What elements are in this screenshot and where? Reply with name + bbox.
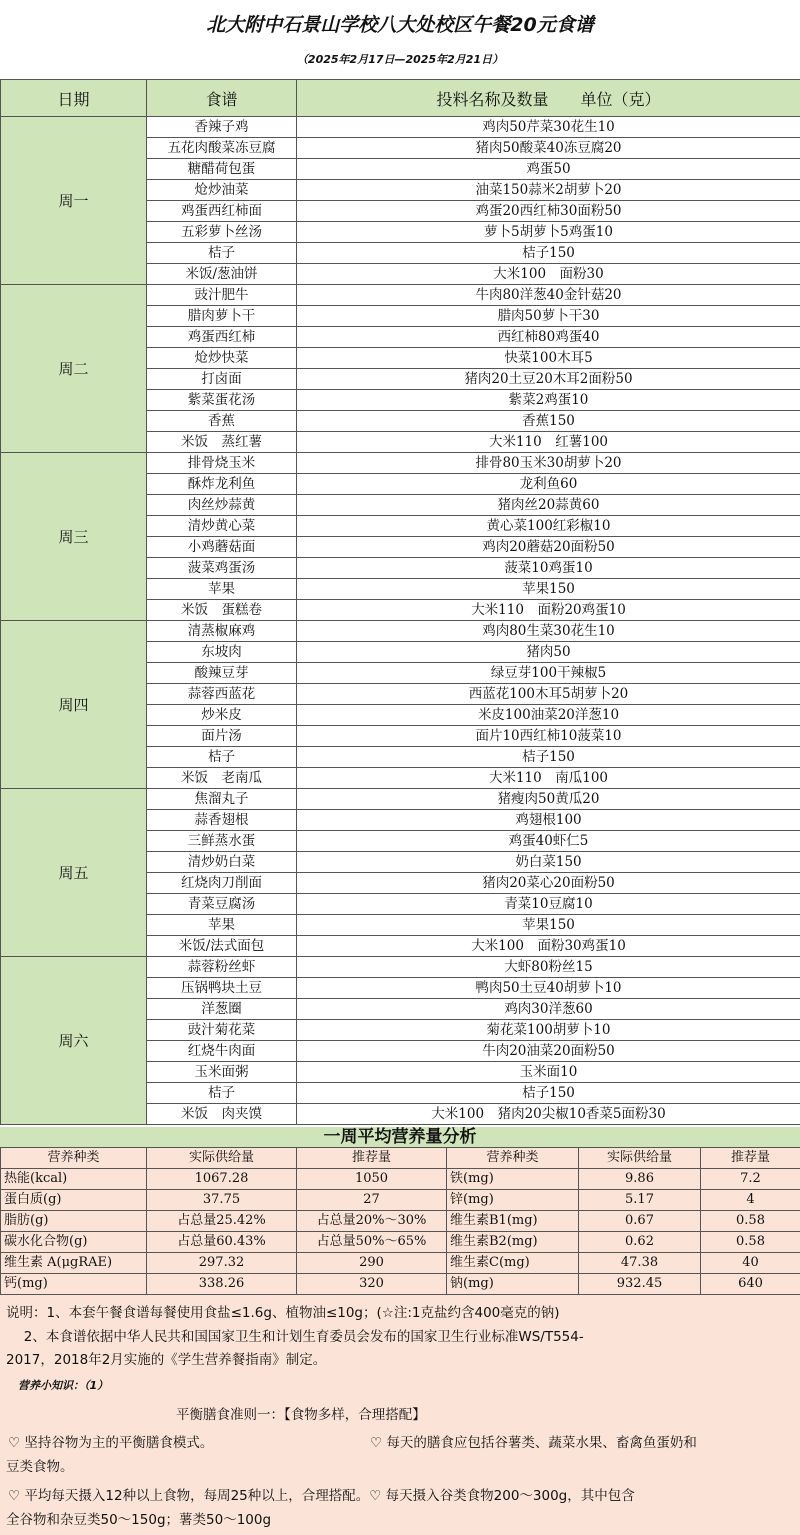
nutrition-cell: 维生素B1(mg): [447, 1211, 579, 1232]
dish-cell: 米饭 蛋糕卷: [147, 600, 297, 621]
dish-cell: 酸辣豆芽: [147, 663, 297, 684]
ingredients-cell: 牛肉80洋葱40金针菇20: [297, 285, 800, 306]
ingredients-cell: 鸡肉20蘑菇20面粉50: [297, 537, 800, 558]
nutrition-header-cell: 实际供给量: [579, 1148, 701, 1169]
dish-cell: 东坡肉: [147, 642, 297, 663]
nutrition-cell: 0.67: [579, 1211, 701, 1232]
day-cell: 周六: [1, 957, 147, 1125]
dish-cell: 面片汤: [147, 726, 297, 747]
nutrition-row: [1, 1211, 800, 1232]
ingredients-cell: 猪肉丝20蒜黄60: [297, 495, 800, 516]
nutrition-cell: 1067.28: [147, 1169, 297, 1190]
tip-item-3: ♡ 平均每天摄入12种以上食物，每周25种以上，合理搭配。♡ 每天摄入谷类食物200～300g，其中包含: [8, 1488, 635, 1504]
nutrition-cell: 0.58: [701, 1211, 800, 1232]
nutrition-header-cell: 推荐量: [297, 1148, 447, 1169]
dish-cell: 红烧肉刀削面: [147, 873, 297, 894]
nutrition-cell: 0.62: [579, 1232, 701, 1253]
ingredients-cell: 桔子150: [297, 243, 800, 264]
day-cell: 周四: [1, 621, 147, 789]
nutrition-header-row: [1, 1148, 800, 1169]
dish-cell: 米饭/法式面包: [147, 936, 297, 957]
tip-item-1: ♡ 坚持谷物为主的平衡膳食模式。: [8, 1435, 214, 1451]
dish-cell: 苹果: [147, 579, 297, 600]
nutrition-row: [1, 1190, 800, 1211]
ingredients-cell: 西蓝花100木耳5胡萝卜20: [297, 684, 800, 705]
header-date: 日期: [1, 80, 147, 117]
nutrition-row: [1, 1232, 800, 1253]
ingredients-cell: 大米100 面粉30: [297, 264, 800, 285]
ingredients-cell: 苹果150: [297, 915, 800, 936]
dish-cell: 桔子: [147, 1083, 297, 1104]
nutrition-title: 一周平均营养量分析: [0, 1127, 800, 1147]
ingredients-cell: 桔子150: [297, 1083, 800, 1104]
note-line-1: 说明：1、本套午餐食谱每餐使用食盐≤1.6g、植物油≤10g；(☆注:1克盐约含400毫克的钠): [6, 1305, 560, 1321]
nutrition-cell: 7.2: [701, 1169, 800, 1190]
ingredients-cell: 牛肉20油菜20面粉50: [297, 1041, 800, 1062]
menu-row: [1, 285, 800, 306]
dish-cell: 菠菜鸡蛋汤: [147, 558, 297, 579]
ingredients-cell: 大米100 面粉30鸡蛋10: [297, 936, 800, 957]
ingredients-cell: 鸡肉80生菜30花生10: [297, 621, 800, 642]
dish-cell: 紫菜蛋花汤: [147, 390, 297, 411]
ingredients-cell: 大米110 面粉20鸡蛋10: [297, 600, 800, 621]
date-range: （2025年2月17日—2025年2月21日）: [296, 53, 504, 66]
dish-cell: 焦溜丸子: [147, 789, 297, 810]
ingredients-cell: 大米100 猪肉20尖椒10香菜5面粉30: [297, 1104, 800, 1125]
ingredients-cell: 紫菜2鸡蛋10: [297, 390, 800, 411]
ingredients-cell: 排骨80玉米30胡萝卜20: [297, 453, 800, 474]
dish-cell: 香辣子鸡: [147, 117, 297, 138]
dish-cell: 打卤面: [147, 369, 297, 390]
ingredients-cell: 龙利鱼60: [297, 474, 800, 495]
ingredients-cell: 鸡蛋40虾仁5: [297, 831, 800, 852]
ingredients-cell: 油菜150蒜米2胡萝卜20: [297, 180, 800, 201]
nutrition-cell: 5.17: [579, 1190, 701, 1211]
dish-cell: 豉汁菊花菜: [147, 1020, 297, 1041]
ingredients-cell: 玉米面10: [297, 1062, 800, 1083]
ingredients-cell: 苹果150: [297, 579, 800, 600]
ingredients-cell: 大米110 南瓜100: [297, 768, 800, 789]
nutrition-header-cell: 营养种类: [447, 1148, 579, 1169]
ingredients-cell: 鸡翅根100: [297, 810, 800, 831]
day-cell: 周二: [1, 285, 147, 453]
nutrition-cell: 0.58: [701, 1232, 800, 1253]
dish-cell: 蒜蓉粉丝虾: [147, 957, 297, 978]
dish-cell: 小鸡蘑菇面: [147, 537, 297, 558]
dish-cell: 五彩萝卜丝汤: [147, 222, 297, 243]
ingredients-cell: 猪瘦肉50黄瓜20: [297, 789, 800, 810]
ingredients-cell: 鸡蛋50: [297, 159, 800, 180]
ingredients-cell: 鸡肉50芹菜30花生10: [297, 117, 800, 138]
menu-row: [1, 117, 800, 138]
ingredients-cell: 西红柿80鸡蛋40: [297, 327, 800, 348]
nutrition-header-cell: 营养种类: [1, 1148, 147, 1169]
nutrition-cell: 297.32: [147, 1253, 297, 1274]
nutrition-cell: 碳水化合物(g): [1, 1232, 147, 1253]
ingredients-cell: 猪肉20菜心20面粉50: [297, 873, 800, 894]
dish-cell: 洋葱圈: [147, 999, 297, 1020]
nutrition-cell: 维生素 A(μgRAE): [1, 1253, 147, 1274]
ingredients-cell: 大米110 红薯100: [297, 432, 800, 453]
ingredients-cell: 鸡蛋20西红柿30面粉50: [297, 201, 800, 222]
nutrition-cell: 占总量60.43%: [147, 1232, 297, 1253]
ingredients-cell: 青菜10豆腐10: [297, 894, 800, 915]
dish-cell: 桔子: [147, 243, 297, 264]
tip-item-2-cont: 豆类食物。: [6, 1459, 74, 1475]
dish-cell: 红烧牛肉面: [147, 1041, 297, 1062]
tip-item-3-cont: 全谷物和杂豆类50～150g；薯类50～100g: [6, 1512, 272, 1528]
dish-cell: 糖醋荷包蛋: [147, 159, 297, 180]
dish-cell: 五花肉酸菜冻豆腐: [147, 138, 297, 159]
dish-cell: 米饭 老南瓜: [147, 768, 297, 789]
dish-cell: 玉米面粥: [147, 1062, 297, 1083]
nutrition-cell: 蛋白质(g): [1, 1190, 147, 1211]
dish-cell: 蒜蓉西蓝花: [147, 684, 297, 705]
dish-cell: 压锅鸭块土豆: [147, 978, 297, 999]
nutrition-cell: 钠(mg): [447, 1274, 579, 1295]
nutrition-cell: 锌(mg): [447, 1190, 579, 1211]
nutrition-cell: 4: [701, 1190, 800, 1211]
dish-cell: 米饭/葱油饼: [147, 264, 297, 285]
nutrition-cell: 290: [297, 1253, 447, 1274]
header-ingredients: 投料名称及数量 单位（克）: [297, 80, 800, 117]
ingredients-cell: 猪肉20土豆20木耳2面粉50: [297, 369, 800, 390]
nutrition-cell: 320: [297, 1274, 447, 1295]
page-title: 北大附中石景山学校八大处校区午餐20元食谱: [206, 14, 594, 36]
dish-cell: 青菜豆腐汤: [147, 894, 297, 915]
ingredients-cell: 黄心菜100红彩椒10: [297, 516, 800, 537]
notes-section: [0, 1295, 800, 1535]
dish-cell: 清炒奶白菜: [147, 852, 297, 873]
ingredients-cell: 大虾80粉丝15: [297, 957, 800, 978]
nutrition-cell: 占总量25.42%: [147, 1211, 297, 1232]
day-cell: 周三: [1, 453, 147, 621]
nutrition-table: [0, 1147, 800, 1295]
nutrition-cell: 40: [701, 1253, 800, 1274]
nutrition-header-cell: 实际供给量: [147, 1148, 297, 1169]
note-line-2: 2、本食谱依据中华人民共和国国家卫生和计划生育委员会发布的国家卫生行业标准WS/T554-: [6, 1329, 584, 1345]
nutrition-cell: 640: [701, 1274, 800, 1295]
header-dish: 食谱: [147, 80, 297, 117]
nutrition-row: [1, 1253, 800, 1274]
menu-header-row: [1, 80, 800, 117]
nutrition-cell: 338.26: [147, 1274, 297, 1295]
dish-cell: 酥炸龙利鱼: [147, 474, 297, 495]
dish-cell: 鸡蛋西红柿: [147, 327, 297, 348]
ingredients-cell: 绿豆芽100干辣椒5: [297, 663, 800, 684]
ingredients-cell: 快菜100木耳5: [297, 348, 800, 369]
dish-cell: 米饭 蒸红薯: [147, 432, 297, 453]
nutrition-cell: 占总量50%～65%: [297, 1232, 447, 1253]
ingredients-cell: 香蕉150: [297, 411, 800, 432]
ingredients-cell: 猪肉50: [297, 642, 800, 663]
nutrition-cell: 维生素B2(mg): [447, 1232, 579, 1253]
day-cell: 周五: [1, 789, 147, 957]
nutrition-cell: 脂肪(g): [1, 1211, 147, 1232]
nutrition-cell: 9.86: [579, 1169, 701, 1190]
nutrition-cell: 1050: [297, 1169, 447, 1190]
dish-cell: 蒜香翅根: [147, 810, 297, 831]
dish-cell: 清炒黄心菜: [147, 516, 297, 537]
principle-title: 平衡膳食准则一：【食物多样，合理搭配】: [176, 1407, 426, 1423]
dish-cell: 苹果: [147, 915, 297, 936]
menu-row: [1, 789, 800, 810]
dish-cell: 肉丝炒蒜黄: [147, 495, 297, 516]
nutrition-cell: 热能(kcal): [1, 1169, 147, 1190]
nutrition-row: [1, 1274, 800, 1295]
nutrition-cell: 铁(mg): [447, 1169, 579, 1190]
day-cell: 周一: [1, 117, 147, 285]
ingredients-cell: 桔子150: [297, 747, 800, 768]
menu-row: [1, 957, 800, 978]
dish-cell: 米饭 肉夹馍: [147, 1104, 297, 1125]
weekly-menu-table: [0, 79, 800, 1125]
nutrition-header-cell: 推荐量: [701, 1148, 800, 1169]
nutrition-cell: 37.75: [147, 1190, 297, 1211]
nutrition-cell: 47.38: [579, 1253, 701, 1274]
dish-cell: 香蕉: [147, 411, 297, 432]
nutrition-cell: 27: [297, 1190, 447, 1211]
dish-cell: 腊肉萝卜干: [147, 306, 297, 327]
ingredients-cell: 菠菜10鸡蛋10: [297, 558, 800, 579]
nutrition-cell: 932.45: [579, 1274, 701, 1295]
dish-cell: 桔子: [147, 747, 297, 768]
ingredients-cell: 米皮100油菜20洋葱10: [297, 705, 800, 726]
menu-row: [1, 453, 800, 474]
ingredients-cell: 菊花菜100胡萝卜10: [297, 1020, 800, 1041]
dish-cell: 清蒸椒麻鸡: [147, 621, 297, 642]
menu-row: [1, 621, 800, 642]
ingredients-cell: 奶白菜150: [297, 852, 800, 873]
tip-item-2: ♡ 每天的膳食应包括谷薯类、蔬菜水果、畜禽鱼蛋奶和: [370, 1435, 697, 1451]
dish-cell: 炝炒快菜: [147, 348, 297, 369]
nutrition-cell: 占总量20%～30%: [297, 1211, 447, 1232]
ingredients-cell: 猪肉50酸菜40冻豆腐20: [297, 138, 800, 159]
dish-cell: 炒米皮: [147, 705, 297, 726]
dish-cell: 排骨烧玉米: [147, 453, 297, 474]
ingredients-cell: 萝卜5胡萝卜5鸡蛋10: [297, 222, 800, 243]
nutrition-cell: 维生素C(mg): [447, 1253, 579, 1274]
ingredients-cell: 鸡肉30洋葱60: [297, 999, 800, 1020]
dish-cell: 鸡蛋西红柿面: [147, 201, 297, 222]
ingredients-cell: 腊肉50萝卜干30: [297, 306, 800, 327]
ingredients-cell: 面片10西红柿10菠菜10: [297, 726, 800, 747]
tip-label: 营养小知识：（1）: [18, 1379, 109, 1392]
dish-cell: 炝炒油菜: [147, 180, 297, 201]
dish-cell: 三鲜蒸水蛋: [147, 831, 297, 852]
dish-cell: 豉汁肥牛: [147, 285, 297, 306]
nutrition-row: [1, 1169, 800, 1190]
note-line-2-cont: 2017，2018年2月实施的《学生营养餐指南》制定。: [6, 1352, 327, 1368]
nutrition-cell: 钙(mg): [1, 1274, 147, 1295]
ingredients-cell: 鸭肉50土豆40胡萝卜10: [297, 978, 800, 999]
